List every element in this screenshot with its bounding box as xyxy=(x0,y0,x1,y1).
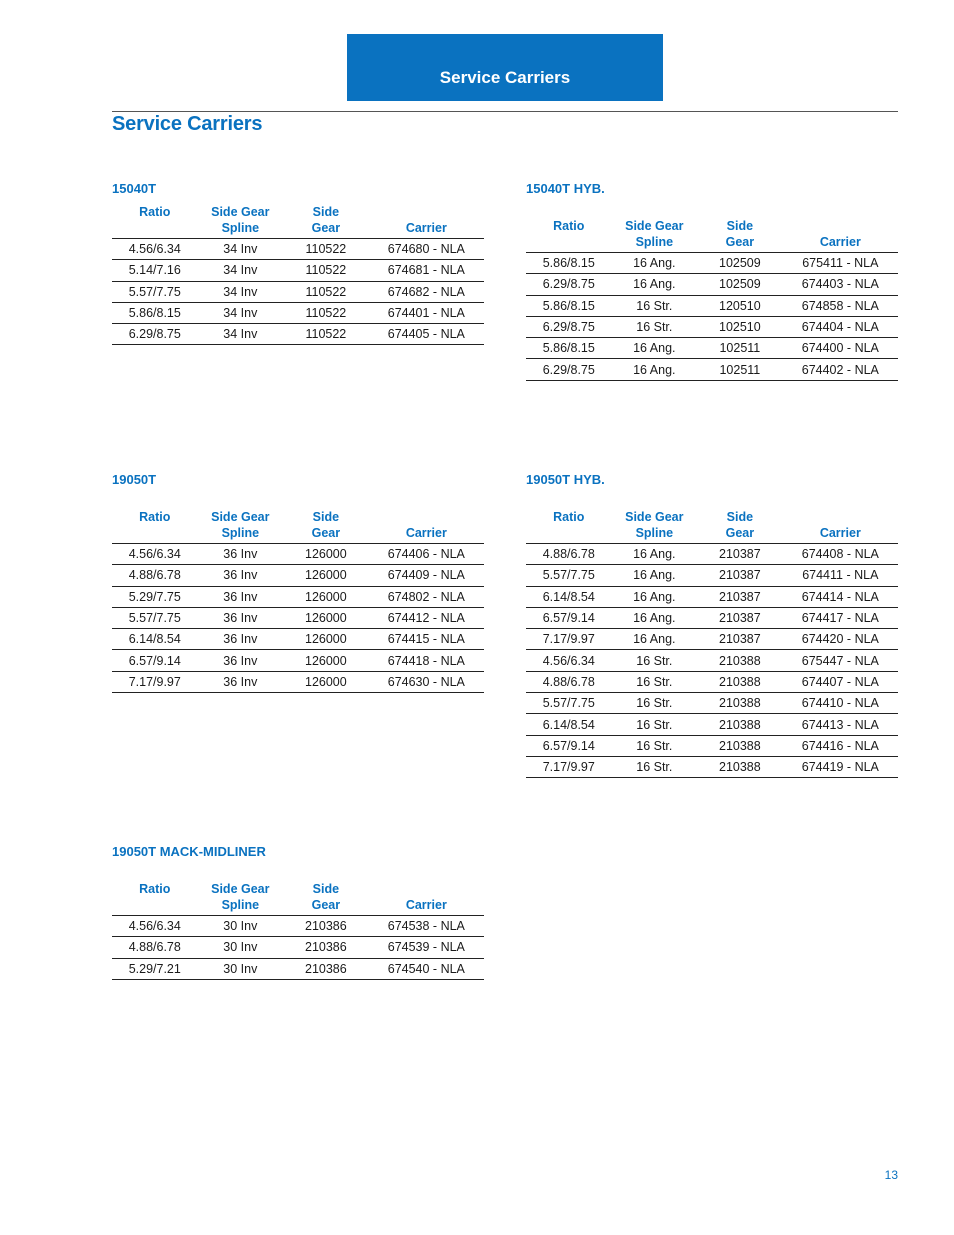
table-row xyxy=(526,544,898,565)
ratio-cell: 6.29/8.75 xyxy=(112,324,198,345)
table-row xyxy=(112,565,484,586)
spline-cell: 16 Str. xyxy=(612,671,698,692)
side-gear-cell: 102509 xyxy=(697,274,783,295)
ratio-cell: 5.86/8.15 xyxy=(112,302,198,323)
carrier-header-line: Carrier xyxy=(405,221,447,235)
table-row xyxy=(112,650,484,671)
table-header-row xyxy=(112,509,484,544)
side-gear-spline-header-line: Spline xyxy=(221,526,260,540)
spline-cell: 36 Inv xyxy=(198,565,284,586)
side-gear-cell: 210388 xyxy=(697,714,783,735)
spline-cell: 30 Inv xyxy=(198,958,284,979)
carrier-header-line: Carrier xyxy=(819,235,861,249)
spline-cell: 16 Str. xyxy=(612,735,698,756)
carrier-cell: 674409 - NLA xyxy=(369,565,484,586)
side-gear-header-line: Gear xyxy=(311,221,341,235)
side-gear-spline-header-line: Spline xyxy=(221,898,260,912)
section-title: 15040T xyxy=(112,181,157,196)
spline-cell: 16 Ang. xyxy=(612,586,698,607)
side-gear-cell: 210387 xyxy=(697,607,783,628)
side-gear-spline-header-line: Side Gear xyxy=(211,882,270,896)
side-gear-header-line: Gear xyxy=(311,898,341,912)
section-tab xyxy=(347,34,663,101)
side-gear-cell: 210387 xyxy=(697,544,783,565)
ratio-cell: 5.57/7.75 xyxy=(112,607,198,628)
section-19050t-hyb xyxy=(526,472,898,778)
carrier-cell: 674414 - NLA xyxy=(783,586,898,607)
ratio-cell: 5.29/7.75 xyxy=(112,586,198,607)
ratio-header xyxy=(112,204,198,239)
ratio-cell: 6.14/8.54 xyxy=(526,586,612,607)
side-gear-cell: 110522 xyxy=(283,260,369,281)
page-number: 13 xyxy=(884,1168,898,1182)
carrier-cell: 675411 - NLA xyxy=(783,253,898,274)
ratio-cell: 6.29/8.75 xyxy=(526,316,612,337)
spline-cell: 36 Inv xyxy=(198,607,284,628)
carrier-cell: 674407 - NLA xyxy=(783,671,898,692)
side-gear-cell: 210387 xyxy=(697,565,783,586)
table-row xyxy=(526,607,898,628)
ratio-cell: 6.29/8.75 xyxy=(526,274,612,295)
table-header-row xyxy=(526,509,898,544)
section-tab-label: Service Carriers xyxy=(439,68,571,87)
side-gear-spline-header-line: Spline xyxy=(635,235,674,249)
spline-cell: 16 Str. xyxy=(612,295,698,316)
side-gear-cell: 210386 xyxy=(283,916,369,937)
side-gear-cell: 126000 xyxy=(283,544,369,565)
carrier-cell: 674415 - NLA xyxy=(369,629,484,650)
ratio-cell: 6.14/8.54 xyxy=(526,714,612,735)
side-gear-header-line: Gear xyxy=(311,526,341,540)
ratio-header-line: Ratio xyxy=(553,510,585,524)
carrier-cell: 674401 - NLA xyxy=(369,302,484,323)
spline-cell: 34 Inv xyxy=(198,324,284,345)
side-gear-spline-header xyxy=(612,509,698,544)
side-gear-spline-header xyxy=(198,204,284,239)
ratio-header-line: Ratio xyxy=(139,510,171,524)
ratio-cell: 6.14/8.54 xyxy=(112,629,198,650)
ratio-cell: 4.88/6.78 xyxy=(112,565,198,586)
side-gear-header-line: Side xyxy=(312,882,340,896)
carrier-table xyxy=(526,509,898,778)
table-row xyxy=(526,735,898,756)
spline-cell: 16 Ang. xyxy=(612,565,698,586)
ratio-cell: 4.88/6.78 xyxy=(112,937,198,958)
side-gear-header-line: Side xyxy=(312,510,340,524)
spline-cell: 16 Ang. xyxy=(612,359,698,380)
carrier-header xyxy=(369,204,484,239)
carrier-cell: 674417 - NLA xyxy=(783,607,898,628)
ratio-cell: 6.57/9.14 xyxy=(526,735,612,756)
carrier-cell: 674403 - NLA xyxy=(783,274,898,295)
ratio-header-line: Ratio xyxy=(139,882,171,896)
table-row xyxy=(526,714,898,735)
ratio-cell: 4.88/6.78 xyxy=(526,544,612,565)
side-gear-cell: 102510 xyxy=(697,316,783,337)
side-gear-spline-header-line: Spline xyxy=(635,526,674,540)
carrier-table xyxy=(112,881,484,980)
ratio-cell: 5.57/7.75 xyxy=(526,565,612,586)
side-gear-cell: 120510 xyxy=(697,295,783,316)
table-row xyxy=(526,316,898,337)
table-row xyxy=(526,671,898,692)
side-gear-cell: 102511 xyxy=(697,359,783,380)
spline-cell: 34 Inv xyxy=(198,302,284,323)
ratio-cell: 7.17/9.97 xyxy=(112,671,198,692)
side-gear-cell: 210387 xyxy=(697,629,783,650)
carrier-table xyxy=(526,218,898,381)
table-row xyxy=(526,359,898,380)
ratio-cell: 6.57/9.14 xyxy=(112,650,198,671)
spline-cell: 36 Inv xyxy=(198,544,284,565)
side-gear-spline-header-line: Side Gear xyxy=(211,205,270,219)
side-gear-header-line: Side xyxy=(726,219,754,233)
spline-cell: 16 Str. xyxy=(612,756,698,777)
spline-cell: 16 Str. xyxy=(612,693,698,714)
section-title: 19050T MACK-MIDLINER xyxy=(112,844,266,859)
side-gear-cell: 126000 xyxy=(283,565,369,586)
table-row xyxy=(112,586,484,607)
carrier-cell: 674539 - NLA xyxy=(369,937,484,958)
carrier-cell: 674418 - NLA xyxy=(369,650,484,671)
section-15040t xyxy=(112,181,484,345)
carrier-table xyxy=(112,204,484,345)
ratio-header-line: Ratio xyxy=(139,205,171,219)
ratio-cell: 4.88/6.78 xyxy=(526,671,612,692)
spline-cell: 16 Str. xyxy=(612,714,698,735)
carrier-cell: 674681 - NLA xyxy=(369,260,484,281)
carrier-cell: 674416 - NLA xyxy=(783,735,898,756)
carrier-cell: 674410 - NLA xyxy=(783,693,898,714)
spline-cell: 16 Ang. xyxy=(612,607,698,628)
ratio-cell: 5.57/7.75 xyxy=(526,693,612,714)
spline-cell: 16 Ang. xyxy=(612,253,698,274)
side-gear-spline-header-line: Side Gear xyxy=(625,510,684,524)
side-gear-cell: 126000 xyxy=(283,671,369,692)
carrier-cell: 674400 - NLA xyxy=(783,338,898,359)
spline-cell: 36 Inv xyxy=(198,671,284,692)
carrier-cell: 674408 - NLA xyxy=(783,544,898,565)
spline-cell: 34 Inv xyxy=(198,281,284,302)
section-19050t xyxy=(112,472,484,693)
side-gear-header xyxy=(697,509,783,544)
spline-cell: 16 Str. xyxy=(612,650,698,671)
side-gear-header xyxy=(283,509,369,544)
ratio-header xyxy=(526,509,612,544)
carrier-cell: 674413 - NLA xyxy=(783,714,898,735)
table-row xyxy=(112,324,484,345)
spline-cell: 16 Ang. xyxy=(612,544,698,565)
ratio-cell: 5.86/8.15 xyxy=(526,253,612,274)
ratio-cell: 6.29/8.75 xyxy=(526,359,612,380)
carrier-cell: 674680 - NLA xyxy=(369,239,484,260)
table-row xyxy=(526,629,898,650)
side-gear-cell: 210388 xyxy=(697,693,783,714)
spline-cell: 30 Inv xyxy=(198,937,284,958)
table-row xyxy=(526,650,898,671)
side-gear-header-line: Gear xyxy=(725,526,755,540)
table-row xyxy=(112,239,484,260)
table-row xyxy=(112,958,484,979)
ratio-cell: 4.56/6.34 xyxy=(112,544,198,565)
table-header-row xyxy=(526,218,898,253)
side-gear-cell: 102509 xyxy=(697,253,783,274)
carrier-cell: 674406 - NLA xyxy=(369,544,484,565)
table-row xyxy=(112,544,484,565)
spline-cell: 34 Inv xyxy=(198,239,284,260)
carrier-cell: 674405 - NLA xyxy=(369,324,484,345)
carrier-header xyxy=(369,509,484,544)
table-row xyxy=(526,338,898,359)
side-gear-spline-header xyxy=(198,509,284,544)
carrier-cell: 674411 - NLA xyxy=(783,565,898,586)
table-row xyxy=(526,274,898,295)
ratio-cell: 5.57/7.75 xyxy=(112,281,198,302)
side-gear-spline-header-line: Spline xyxy=(221,221,260,235)
section-19050t-mack-midliner xyxy=(112,844,484,980)
header-rule xyxy=(112,111,898,112)
carrier-cell: 674630 - NLA xyxy=(369,671,484,692)
ratio-header xyxy=(112,881,198,916)
section-title: 19050T HYB. xyxy=(526,472,605,487)
table-row xyxy=(112,916,484,937)
carrier-cell: 675447 - NLA xyxy=(783,650,898,671)
table-row xyxy=(112,281,484,302)
ratio-cell: 4.56/6.34 xyxy=(112,239,198,260)
carrier-cell: 674420 - NLA xyxy=(783,629,898,650)
table-row xyxy=(112,671,484,692)
table-row xyxy=(526,253,898,274)
carrier-cell: 674412 - NLA xyxy=(369,607,484,628)
table-row xyxy=(526,693,898,714)
carrier-cell: 674540 - NLA xyxy=(369,958,484,979)
table-row xyxy=(112,302,484,323)
table-header-row xyxy=(112,204,484,239)
side-gear-cell: 126000 xyxy=(283,607,369,628)
table-row xyxy=(112,629,484,650)
spline-cell: 16 Str. xyxy=(612,316,698,337)
table-row xyxy=(526,756,898,777)
page-title: Service Carriers xyxy=(112,113,263,135)
spline-cell: 36 Inv xyxy=(198,650,284,671)
ratio-cell: 5.86/8.15 xyxy=(526,338,612,359)
side-gear-cell: 210388 xyxy=(697,735,783,756)
side-gear-cell: 110522 xyxy=(283,239,369,260)
side-gear-header xyxy=(283,204,369,239)
side-gear-cell: 110522 xyxy=(283,302,369,323)
side-gear-cell: 126000 xyxy=(283,650,369,671)
side-gear-spline-header xyxy=(612,218,698,253)
ratio-cell: 6.57/9.14 xyxy=(526,607,612,628)
carrier-header xyxy=(783,218,898,253)
table-row xyxy=(112,607,484,628)
carrier-cell: 674538 - NLA xyxy=(369,916,484,937)
carrier-header-line: Carrier xyxy=(405,898,447,912)
spline-cell: 36 Inv xyxy=(198,586,284,607)
side-gear-cell: 126000 xyxy=(283,629,369,650)
side-gear-header xyxy=(697,218,783,253)
ratio-cell: 5.14/7.16 xyxy=(112,260,198,281)
section-title: 15040T HYB. xyxy=(526,181,605,196)
carrier-header-line: Carrier xyxy=(405,526,447,540)
side-gear-spline-header xyxy=(198,881,284,916)
ratio-header xyxy=(526,218,612,253)
table-row xyxy=(112,260,484,281)
carrier-cell: 674802 - NLA xyxy=(369,586,484,607)
carrier-header xyxy=(783,509,898,544)
spline-cell: 16 Ang. xyxy=(612,274,698,295)
section-15040t-hyb xyxy=(526,181,898,381)
table-header-row xyxy=(112,881,484,916)
side-gear-cell: 110522 xyxy=(283,324,369,345)
carrier-cell: 674682 - NLA xyxy=(369,281,484,302)
carrier-header-line: Carrier xyxy=(819,526,861,540)
side-gear-header-line: Side xyxy=(312,205,340,219)
side-gear-cell: 210388 xyxy=(697,756,783,777)
table-row xyxy=(526,586,898,607)
ratio-cell: 5.29/7.21 xyxy=(112,958,198,979)
carrier-cell: 674404 - NLA xyxy=(783,316,898,337)
ratio-cell: 5.86/8.15 xyxy=(526,295,612,316)
side-gear-header xyxy=(283,881,369,916)
side-gear-cell: 102511 xyxy=(697,338,783,359)
carrier-cell: 674419 - NLA xyxy=(783,756,898,777)
side-gear-cell: 126000 xyxy=(283,586,369,607)
carrier-table xyxy=(112,509,484,693)
ratio-header xyxy=(112,509,198,544)
spline-cell: 16 Ang. xyxy=(612,338,698,359)
side-gear-header-line: Side xyxy=(726,510,754,524)
side-gear-cell: 210388 xyxy=(697,671,783,692)
side-gear-spline-header-line: Side Gear xyxy=(625,219,684,233)
carrier-cell: 674858 - NLA xyxy=(783,295,898,316)
ratio-cell: 7.17/9.97 xyxy=(526,756,612,777)
table-row xyxy=(112,937,484,958)
side-gear-cell: 210386 xyxy=(283,937,369,958)
section-title: 19050T xyxy=(112,472,157,487)
side-gear-header-line: Gear xyxy=(725,235,755,249)
side-gear-cell: 210386 xyxy=(283,958,369,979)
carrier-cell: 674402 - NLA xyxy=(783,359,898,380)
carrier-header xyxy=(369,881,484,916)
table-row xyxy=(526,565,898,586)
side-gear-cell: 210387 xyxy=(697,586,783,607)
side-gear-spline-header-line: Side Gear xyxy=(211,510,270,524)
ratio-header-line: Ratio xyxy=(553,219,585,233)
spline-cell: 36 Inv xyxy=(198,629,284,650)
side-gear-cell: 110522 xyxy=(283,281,369,302)
ratio-cell: 7.17/9.97 xyxy=(526,629,612,650)
table-row xyxy=(526,295,898,316)
side-gear-cell: 210388 xyxy=(697,650,783,671)
ratio-cell: 4.56/6.34 xyxy=(526,650,612,671)
spline-cell: 34 Inv xyxy=(198,260,284,281)
spline-cell: 30 Inv xyxy=(198,916,284,937)
spline-cell: 16 Ang. xyxy=(612,629,698,650)
ratio-cell: 4.56/6.34 xyxy=(112,916,198,937)
